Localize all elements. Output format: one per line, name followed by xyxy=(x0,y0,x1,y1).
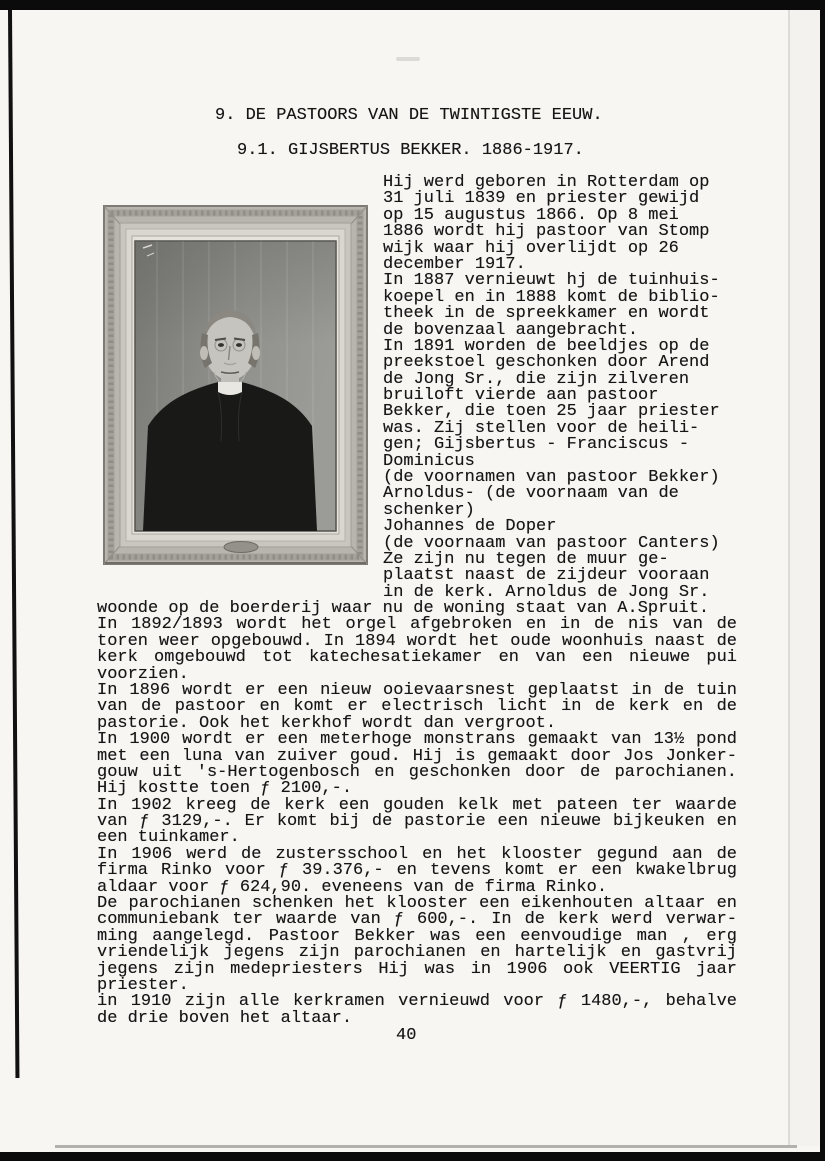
text-line: Hij werd geboren in Rotterdam op xyxy=(383,173,710,192)
text-line: Arnoldus- (de voornaam van de xyxy=(383,484,679,504)
frame-plaque xyxy=(224,542,258,553)
text-line: van ƒ 3129,-. Er komt bij de pastorie een nieuwe bijkeuken en xyxy=(97,812,737,832)
text-line: priester. xyxy=(97,975,189,995)
text-line: 1886 wordt hij pastoor van Stomp xyxy=(383,222,710,242)
text-line: de Jong Sr., die zijn zilveren xyxy=(383,369,690,389)
text-line: theek in de spreekkamer en wordt xyxy=(383,304,710,324)
portrait-photo xyxy=(103,205,368,565)
text-line: kerk omgebouwd tot katechesatiekamer en van een nieuwe pui xyxy=(97,648,737,668)
scan-page-edge-line xyxy=(788,10,790,1146)
text-line: december 1917. xyxy=(383,254,526,274)
text-line: de bovenzaal aangebracht. xyxy=(383,320,639,340)
text-line: Hij kostte toen ƒ 2100,-. xyxy=(97,779,353,799)
text-line: gouw uit 's-Hertogenbosch en geschonken door de parochianen. xyxy=(97,762,737,782)
text-line: was. Zij stellen voor de heili- xyxy=(383,418,700,438)
text-line: plaatst naast de zijdeur vooraan xyxy=(383,566,710,586)
text-line: Ze zijn nu tegen de muur ge- xyxy=(383,549,669,569)
chapter-heading: 9. DE PASTOORS VAN DE TWINTIGSTE EEUW. xyxy=(215,106,603,125)
text-line: een tuinkamer. xyxy=(97,828,240,848)
text-line: In 1891 worden de beeldjes op de xyxy=(383,336,710,356)
text-line: In 1896 wordt er een nieuw ooievaarsnest geplaatst in de tuin xyxy=(97,680,737,700)
text-line: aldaar voor ƒ 624,90. eveneens van de firma Rinko. xyxy=(97,877,608,897)
scan-border-right xyxy=(820,0,825,1161)
body-column-text xyxy=(383,175,735,601)
text-line: voorzien. xyxy=(97,664,189,684)
text-line: Johannes de Doper xyxy=(383,517,557,537)
text-line: koepel en in 1888 komt de biblio- xyxy=(383,287,720,307)
text-line: Dominicus xyxy=(383,451,475,471)
text-line: bruiloft vierde aan pastoor xyxy=(383,386,659,406)
scan-border-bottom xyxy=(0,1152,825,1161)
scan-border-left xyxy=(8,10,19,1078)
text-line: (de voornaam van pastoor Canters) xyxy=(383,533,720,553)
text-line: pastorie. Ook het kerkhof wordt dan vergroot. xyxy=(97,713,557,733)
text-line: firma Rinko voor ƒ 39.376,- en tevens komt er een kwakelbrug xyxy=(97,861,737,881)
text-line: De parochianen schenken het klooster een eikenhouten altaar en xyxy=(97,894,737,914)
text-line: In 1906 werd de zustersschool en het klooster gegund aan de xyxy=(97,844,737,864)
text-line: preekstoel geschonken door Arend xyxy=(383,353,710,373)
text-line: In 1892/1893 wordt het orgel afgebroken en in de nis van de xyxy=(97,615,737,635)
text-line: op 15 augustus 1866. Op 8 mei xyxy=(383,205,679,225)
text-line: vriendelijk jegens zijn parochianen en hartelijk en gastvrij xyxy=(97,943,737,963)
text-line: In 1900 wordt er een meterhoge monstrans gemaakt van 13½ pond xyxy=(97,730,737,750)
body-full-width-text xyxy=(97,601,737,1027)
text-line: van de pastoor en komt er electrisch licht in de kerk en de xyxy=(97,697,737,717)
text-line: woonde op de boerderij waar nu de woning staat van A.Spruit. xyxy=(97,599,710,618)
text-line: (de voornamen van pastoor Bekker) xyxy=(383,468,720,488)
text-line: 31 juli 1839 en priester gewijd xyxy=(383,189,700,209)
scan-smudge xyxy=(396,57,420,61)
scan-border-top xyxy=(0,0,825,10)
text-line: toren weer opgebouwd. In 1894 wordt het oude woonhuis naast de xyxy=(97,631,737,651)
text-line: de drie boven het altaar. xyxy=(97,1008,353,1028)
text-line: Bekker, die toen 25 jaar priester xyxy=(383,402,720,422)
text-line: schenker) xyxy=(383,500,475,520)
text-line: gen; Gijsbertus - Franciscus - xyxy=(383,435,690,455)
text-line: met een luna van zuiver goud. Hij is gemaakt door Jos Jonker- xyxy=(97,746,737,766)
text-line: in 1910 zijn alle kerkramen vernieuwd voor ƒ 1480,-, behalve xyxy=(97,992,737,1012)
text-line: communiebank ter waarde van ƒ 600,-. In de kerk werd verwar- xyxy=(97,910,737,930)
section-heading: 9.1. GIJSBERTUS BEKKER. 1886-1917. xyxy=(237,141,584,160)
text-line: ming aangelegd. Pastoor Bekker was een eenvoudige man , erg xyxy=(97,926,737,946)
text-line: In 1887 vernieuwt hj de tuinhuis- xyxy=(383,271,720,291)
text-line: wijk waar hij overlijdt op 26 xyxy=(383,238,679,258)
scan-page-bottom-edge xyxy=(55,1145,797,1148)
portrait-painting xyxy=(135,241,336,553)
text-line: In 1902 kreeg de kerk een gouden kelk met pateen ter waarde xyxy=(97,795,737,815)
text-line: jegens zijn medepriesters Hij was in 1906 ook VEERTIG jaar xyxy=(97,959,737,979)
text-line: in de kerk. Arnoldus de Jong Sr. xyxy=(383,582,710,602)
scan-page-edge-strip xyxy=(790,10,820,1146)
page-number: 40 xyxy=(396,1026,417,1045)
